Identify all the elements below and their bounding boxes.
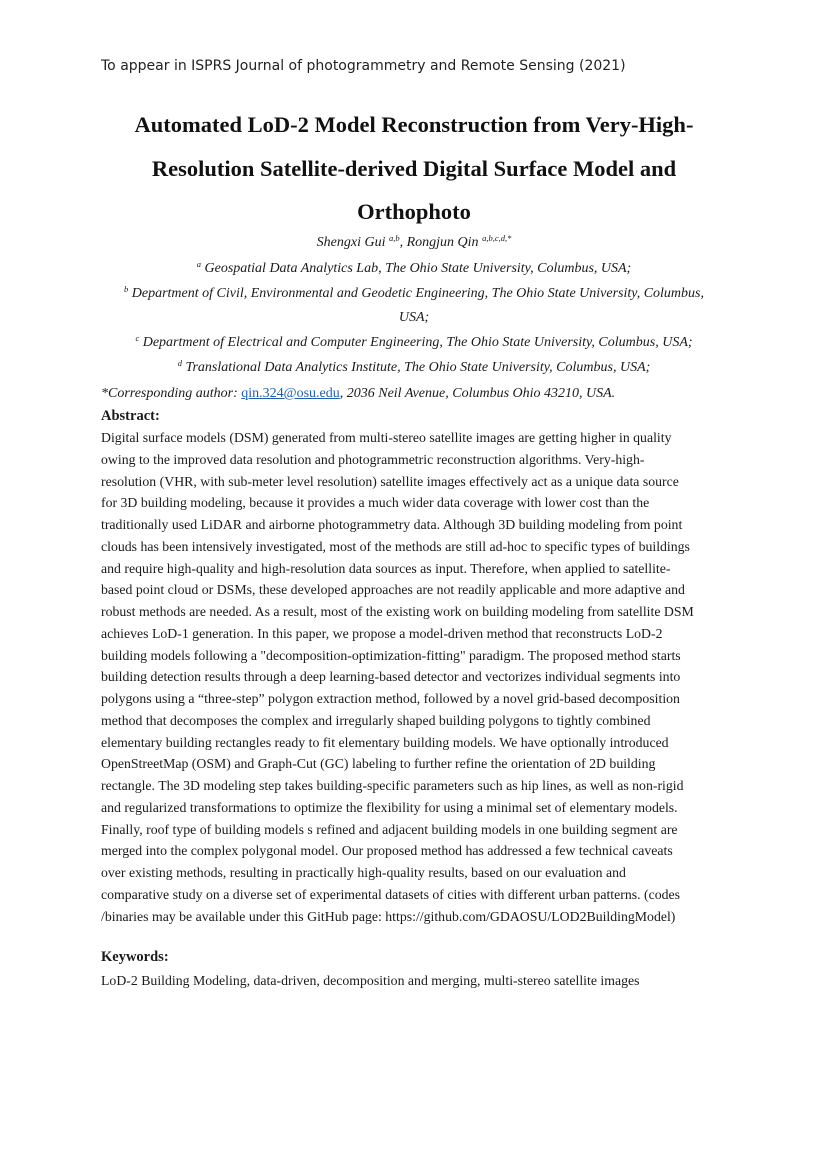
abstract-line: OpenStreetMap (OSM) and Graph-Cut (GC) labeling to further refine the orientation of 2D building [101, 756, 656, 772]
abstract-line: comparative study on a diverse set of experimental datasets of cities with different urban patterns. (codes [101, 886, 681, 902]
abstract-line: method that decomposes the complex and irregularly shaped building polygons to tightly combined [101, 712, 651, 728]
abstract-line: resolution (VHR, with sub-meter level resolution) satellite images effectively act as a unique data source [101, 473, 679, 489]
author-name: Shengxi Gui [316, 235, 386, 250]
affiliation-b-continued [100, 306, 728, 330]
abstract-line: and require high-quality and high-resolution data sources as input. Therefore, when applied to satellite- [101, 560, 671, 576]
affiliation-mark: c [135, 333, 140, 343]
abstract-line: based point cloud or DSMs, these developed approaches are not readily applicable and more adaptive and [101, 582, 685, 598]
abstract-line: achieves LoD-1 generation. In this paper, we propose a model-driven method that reconstructs LoD-2 [101, 625, 663, 641]
title-line-2: Resolution Satellite-derived Digital Surface Model and [151, 155, 677, 181]
abstract-line: Digital surface models (DSM) generated from multi-stereo satellite images are getting higher in quality [101, 430, 672, 445]
affiliation-text: Department of Civil, Environmental and Geodetic Engineering, The Ohio State University, Columbus, [131, 286, 704, 301]
title-line-1: Automated LoD-2 Model Reconstruction from Very-High- [134, 112, 694, 137]
author-affiliation-marks: a,b [388, 233, 400, 243]
abstract-line: elementary building rectangles ready to fit elementary building models. We have optionally introduced [101, 734, 669, 750]
abstract-line: and regularized transformations to optimize the flexibility for using a minimal set of elementary models. [101, 799, 678, 815]
abstract-line: polygons using a “three-step” polygon extraction method, followed by a novel grid-based decomposition [101, 691, 680, 706]
abstract-body [101, 427, 731, 927]
affiliation-a [100, 257, 728, 281]
affiliation-mark: b [124, 284, 129, 294]
abstract-line: building models following a "decomposition-optimization-fitting" paradigm. The proposed method starts [101, 647, 681, 663]
abstract-line: rectangle. The 3D modeling step takes building-specific parameters such as hip lines, as well as non-rigid [101, 778, 684, 793]
author-affiliation-marks: a,b,c,d,* [482, 233, 512, 243]
affiliation-text: Translational Data Analytics Institute, The Ohio State University, Columbus, USA; [185, 360, 651, 375]
abstract-line: over existing methods, resulting in practically high-quality results, based on our evaluation and [101, 865, 626, 880]
journal-header: To appear in ISPRS Journal of photogrammetry and Remote Sensing (2021) [101, 58, 626, 74]
abstract-line: traditionally used LiDAR and airborne photogrammetry data. Although 3D building modeling from point [101, 517, 683, 532]
author-list [100, 233, 728, 253]
affiliation-text: Geospatial Data Analytics Lab, The Ohio State University, Columbus, USA; [204, 261, 632, 276]
author-separator: , [399, 235, 407, 250]
abstract-line: building detection results through a deep learning-based detector and vectorizes individual segments into [101, 669, 681, 685]
affiliation-d [100, 356, 728, 380]
abstract-line: /binaries may be available under this GitHub page: https://github.com/GDAOSU/LOD2BuildingModel) [101, 908, 676, 924]
paper-title [100, 103, 728, 234]
corresponding-email-link[interactable]: qin.324@osu.edu [241, 386, 340, 401]
corresponding-author [101, 382, 615, 406]
affiliation-c [100, 331, 728, 355]
corresponding-prefix: *Corresponding author: [101, 386, 242, 401]
abstract-line: owing to the improved data resolution and photogrammetric reconstruction algorithms. Very-high- [101, 451, 645, 467]
affiliation-mark: a [196, 259, 201, 269]
title-line-3: Orthophoto [357, 199, 471, 224]
affiliation-b [100, 282, 728, 306]
keywords-list: LoD-2 Building Modeling, data-driven, decomposition and merging, multi-stereo satellite images [101, 973, 640, 988]
abstract-line: for 3D building modeling, because it provides a much wider data coverage with lower cost than the [101, 495, 650, 511]
keywords-heading: Keywords: [101, 949, 169, 965]
corresponding-address: , 2036 Neil Avenue, Columbus Ohio 43210, USA. [339, 386, 616, 401]
abstract-line: clouds has been intensively investigated, most of the methods are still ad-hoc to specific types of buildings [101, 538, 690, 554]
abstract-line: robust methods are needed. As a result, most of the existing work on building modeling from satellite DSM [101, 604, 694, 619]
affiliation-text: Department of Electrical and Computer Engineering, The Ohio State University, Columbus, USA; [142, 335, 693, 350]
affiliation-text: USA; [398, 310, 430, 325]
abstract-heading: Abstract: [101, 408, 160, 424]
author-name: Rongjun Qin [406, 235, 479, 250]
abstract-line: merged into the complex polygonal model. Our proposed method has addressed a few technical caveats [101, 843, 673, 859]
affiliation-mark: d [177, 358, 182, 368]
abstract-line: Finally, roof type of building models s refined and adjacent building models in one building segment are [101, 821, 678, 837]
